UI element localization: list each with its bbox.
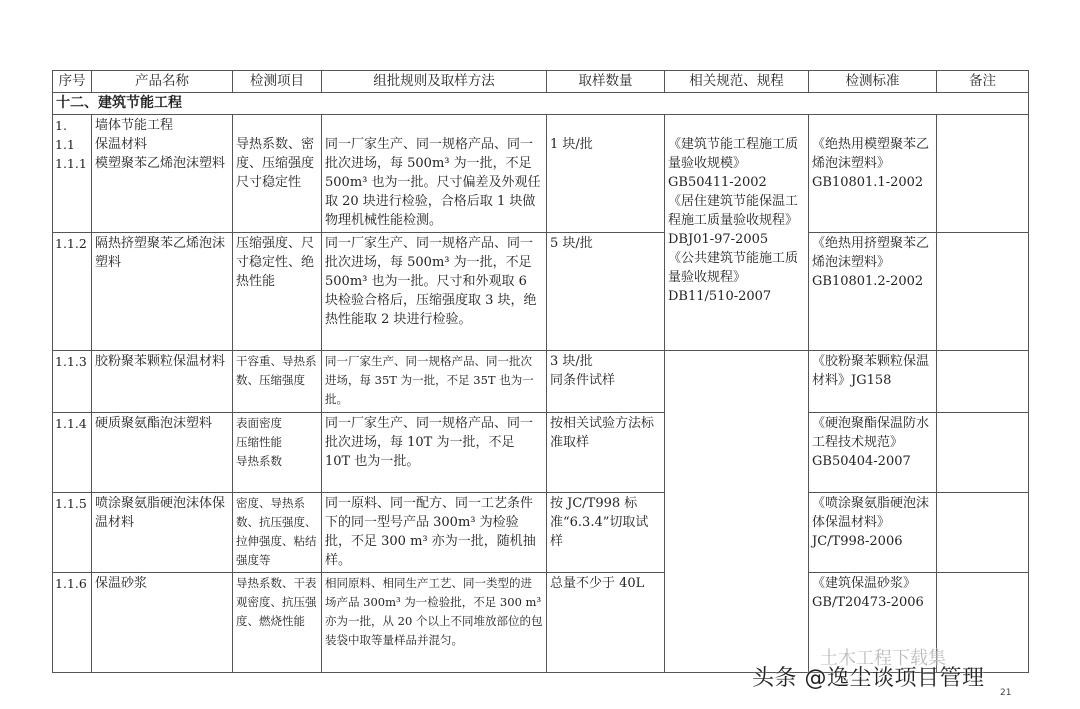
row-number: 1.1.6 — [53, 573, 92, 673]
test-items: 导热系数、密度、压缩强度 尺寸稳定性 — [233, 115, 322, 233]
row-number: 1.1.4 — [53, 413, 92, 493]
watermark: 土木工程下载集 — [820, 648, 946, 669]
rules: 同一厂家生产、同一规格产品、同一批次进场，每 500m³ 为一批，不足 500m³ 也为一批。尺寸偏差及外观任取 20 块进行检验，合格后取 1 块做物理机械性能检测。 — [322, 115, 547, 233]
quantity: 5 块/批 — [547, 233, 665, 351]
footer-credit: 头条 @逸尘谈项目管理 — [752, 666, 985, 691]
header-row — [53, 71, 1029, 93]
table-row — [53, 115, 1029, 233]
section-title: 十二、建筑节能工程 — [53, 93, 1029, 115]
remark — [937, 493, 1029, 573]
row-number: 1.1.5 — [53, 493, 92, 573]
test-items: 表面密度 压缩性能 导热系数 — [233, 413, 322, 493]
col-header-spec: 相关规范、规程 — [665, 71, 809, 93]
spec: 《建筑节能工程施工质量验收规模》 GB50411-2002 《居住建筑节能保温工程施工质量验收规程》 DBJ01-97-2005 《公共建筑节能施工质量验收规程》 DB11/510-2007 — [665, 115, 809, 351]
test-items: 密度、导热系数、抗压强度、拉伸强度、粘结强度等 — [233, 493, 322, 573]
col-header-remark: 备注 — [937, 71, 1029, 93]
standard: 《硬泡聚酯保温防水工程技术规范》 GB50404-2007 — [809, 413, 937, 493]
standard: 《绝热用挤塑聚苯乙烯泡沫塑料》 GB10801.2-2002 — [809, 233, 937, 351]
quantity: 按 JC/T998 标准“6.3.4”切取试样 — [547, 493, 665, 573]
standard: 《建筑保温砂浆》 GB/T20473-2006 — [809, 573, 937, 673]
rules: 同一原料、同一配方、同一工艺条件下的同一型号产品 300m³ 为检验批，不足 300 m³ 亦为一批，随机抽样。 — [322, 493, 547, 573]
col-header-rules: 组批规则及取样方法 — [322, 71, 547, 93]
product-name: 墙体节能工程 保温材料 模塑聚苯乙烯泡沫塑料 — [92, 115, 233, 233]
standard: 《喷涂聚氨脂硬泡沫体保温材料》JC/T998-2006 — [809, 493, 937, 573]
col-header-product: 产品名称 — [92, 71, 233, 93]
product-name: 隔热挤塑聚苯乙烯泡沫塑料 — [92, 233, 233, 351]
col-header-standard: 检测标准 — [809, 71, 937, 93]
rules: 同一厂家生产、同一规格产品、同一批次进场，每 500m³ 为一批，不足 500m³ 也为一批。尺寸和外观取 6 块检验合格后，压缩强度取 3 块，绝热性能取 2 块进行检验。 — [322, 233, 547, 351]
remark — [937, 233, 1029, 351]
row-number: 1. 1.1 1.1.1 — [53, 115, 92, 233]
remark — [937, 351, 1029, 413]
row-number: 1.1.3 — [53, 351, 92, 413]
col-header-no: 序号 — [53, 71, 92, 93]
col-header-quantity: 取样数量 — [547, 71, 665, 93]
quantity: 按相关试验方法标准取样 — [547, 413, 665, 493]
remark — [937, 413, 1029, 493]
remark — [937, 115, 1029, 233]
rules: 同一厂家生产、同一规格产品、同一批次进场，每 35T 为一批，不足 35T 也为一批。 — [322, 351, 547, 413]
rules: 相同原料、相同生产工艺、同一类型的进场产品 300m³ 为一检验批，不足 300 m³ 亦为一批，从 20 个以上不同堆放部位的包装袋中取等量样品并混匀。 — [322, 573, 547, 673]
quantity: 3 块/批 同条件试样 — [547, 351, 665, 413]
col-header-test-items: 检测项目 — [233, 71, 322, 93]
page-number: 21 — [1000, 688, 1012, 698]
standard: 《绝热用模塑聚苯乙烯泡沫塑料》 GB10801.1-2002 — [809, 115, 937, 233]
test-items: 干容重、导热系数、压缩强度 — [233, 351, 322, 413]
standard: 《胶粉聚苯颗粒保温材料》JG158 — [809, 351, 937, 413]
row-number: 1.1.2 — [53, 233, 92, 351]
table-row — [53, 413, 1029, 493]
rules: 同一厂家生产、同一规格产品、同一批次进场，每 10T 为一批，不足 10T 也为一批。 — [322, 413, 547, 493]
spec-empty — [665, 351, 809, 673]
quantity: 1 块/批 — [547, 115, 665, 233]
product-name: 喷涂聚氨脂硬泡沫体保温材料 — [92, 493, 233, 573]
table-row — [53, 233, 1029, 351]
table-row — [53, 493, 1029, 573]
test-items: 压缩强度、尺寸稳定性、绝热性能 — [233, 233, 322, 351]
remark — [937, 573, 1029, 673]
table-row — [53, 351, 1029, 413]
product-name: 胶粉聚苯颗粒保温材料 — [92, 351, 233, 413]
product-name: 硬质聚氨酯泡沫塑料 — [92, 413, 233, 493]
quantity: 总量不少于 40L — [547, 573, 665, 673]
spec-table — [52, 70, 1029, 673]
product-name: 保温砂浆 — [92, 573, 233, 673]
section-row — [53, 93, 1029, 115]
test-items: 导热系数、干表观密度、抗压强度、燃烧性能 — [233, 573, 322, 673]
